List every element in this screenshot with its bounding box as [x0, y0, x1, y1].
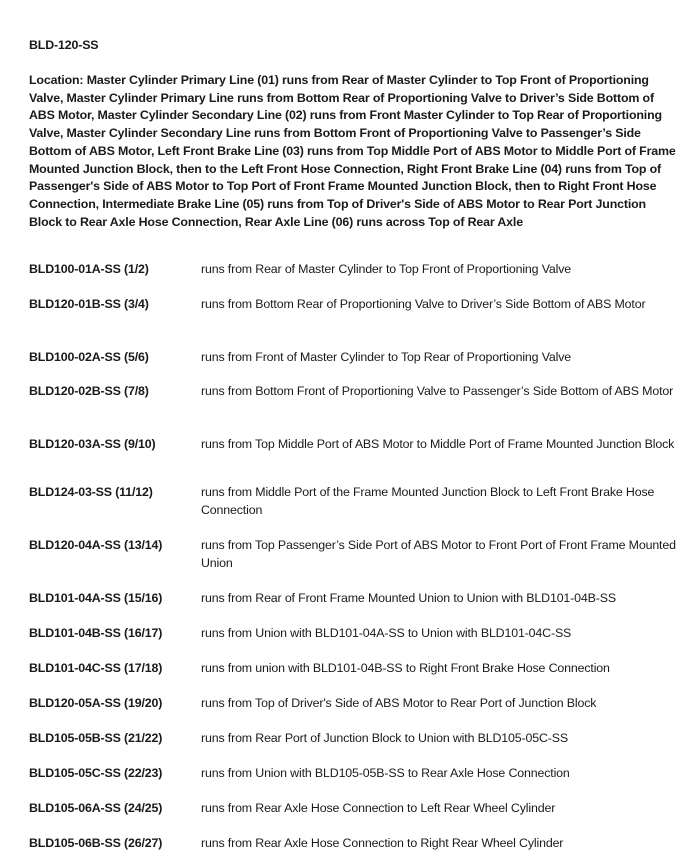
line-description: runs from Rear of Front Frame Mounted Union to Union with BLD101-04B-SS: [201, 591, 616, 605]
part-number: BLD105-06A-SS (24/25): [29, 801, 163, 815]
line-description: runs from Rear Port of Junction Block to Union with BLD105-05C-SS: [201, 731, 568, 745]
part-number: BLD120-05A-SS (19/20): [29, 696, 163, 710]
location-paragraph: Location: Master Cylinder Primary Line (01) runs from Rear of Master Cylinder to Top Front of Proportioning Valve, Master Cylinder Primary Line runs from Bottom Rear of Proportioning Valve to Driver’s Side Bottom of ABS Motor, Master Cylinder Secondary Line (02) runs from Front Master Cylinder to Top Rear of Proportioning Valve, Master Cylinder Secondary Line runs from Bottom Front of Proportioning Valve to Passenger’s Side Bottom of ABS Motor, Left Front Brake Line (03) runs from Top Middle Port of ABS Motor to Middle Port of Frame Mounted Junction Block, then to the Left Front Hose Connection, Right Front Brake Line (04) runs from Top of Passenger's Side of ABS Motor to Top Port of Front Frame Mounted Junction Block, then to Right Front Hose Connection, Intermediate Brake Line (05) runs from Top of Driver's Side of ABS Motor to Rear Port Junction Block to Rear Axle Hose Connection, Rear Axle Line (06) runs across Top of Rear Axle: [29, 73, 676, 229]
line-description: runs from Union with BLD101-04A-SS to Union with BLD101-04C-SS: [201, 626, 572, 640]
part-number: BLD120-03A-SS (9/10): [29, 437, 156, 451]
line-description: runs from Middle Port of the Frame Mounted Junction Block to Left Front Brake Hose Connection: [201, 485, 655, 517]
document-title: BLD-120-SS: [29, 38, 99, 52]
part-number: BLD120-02B-SS (7/8): [29, 384, 149, 398]
part-number: BLD105-05B-SS (21/22): [29, 731, 163, 745]
part-number: BLD105-05C-SS (22/23): [29, 766, 163, 780]
line-description: runs from Top of Driver's Side of ABS Motor to Rear Port of Junction Block: [201, 696, 597, 710]
part-number: BLD101-04C-SS (17/18): [29, 661, 163, 675]
part-number: BLD124-03-SS (11/12): [29, 485, 153, 499]
line-description: runs from Bottom Rear of Proportioning Valve to Driver’s Side Bottom of ABS Motor: [201, 297, 646, 311]
line-description: runs from Rear Axle Hose Connection to Left Rear Wheel Cylinder: [201, 801, 556, 815]
part-number: BLD105-06B-SS (26/27): [29, 836, 163, 850]
part-number: BLD100-02A-SS (5/6): [29, 350, 149, 364]
line-description: runs from Top Middle Port of ABS Motor to Middle Port of Frame Mounted Junction Block: [201, 437, 675, 451]
line-description: runs from Rear Axle Hose Connection to Right Rear Wheel Cylinder: [201, 836, 564, 850]
line-description: runs from Rear of Master Cylinder to Top Front of Proportioning Valve: [201, 262, 572, 276]
part-number: BLD120-01B-SS (3/4): [29, 297, 149, 311]
part-number: BLD100-01A-SS (1/2): [29, 262, 149, 276]
part-number: BLD120-04A-SS (13/14): [29, 538, 163, 552]
part-number: BLD101-04A-SS (15/16): [29, 591, 163, 605]
line-description: runs from Front of Master Cylinder to Top Rear of Proportioning Valve: [201, 350, 572, 364]
line-description: runs from Top Passenger’s Side Port of ABS Motor to Front Port of Front Frame Mounted Union: [201, 538, 676, 570]
line-description: runs from Bottom Front of Proportioning Valve to Passenger’s Side Bottom of ABS Motor: [201, 384, 674, 398]
line-description: runs from union with BLD101-04B-SS to Right Front Brake Hose Connection: [201, 661, 610, 675]
part-number: BLD101-04B-SS (16/17): [29, 626, 163, 640]
line-description: runs from Union with BLD105-05B-SS to Rear Axle Hose Connection: [201, 766, 570, 780]
